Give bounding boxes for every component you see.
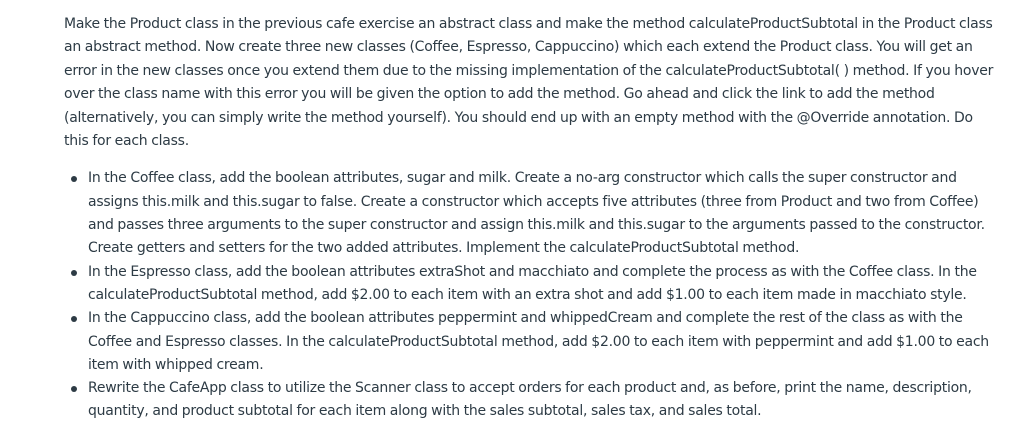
task-item-espresso bbox=[88, 261, 1000, 308]
bullet-icon bbox=[71, 176, 77, 182]
task-item-coffee bbox=[88, 167, 1000, 260]
bullet-icon bbox=[71, 270, 77, 276]
intro-paragraph: Make the Product class in the previous cafe exercise an abstract class and make the method calculateProductSubtotal in the Product class an abstract method. Now create three new classes (Coffee, Espresso, Cappuccino) which each extend the Product class. You will get an error in the new classes once you extend them due to the missing implementation of the calculateProductSubtotal( ) method. If you hover over the class name with this error you will be given the option to add the method. Go ahead and click the link to add the method (alternatively, you can simply write the method yourself). You should end up with an empty method with the @Override annotation. Do this for each class. bbox=[64, 16, 994, 150]
bullet-icon bbox=[71, 386, 77, 392]
task-list bbox=[64, 167, 1000, 423]
task-item-cappuccino bbox=[88, 307, 1000, 377]
task-item-cafeapp bbox=[88, 377, 1000, 424]
task-text: In the Cappuccino class, add the boolean attributes peppermint and whippedCream and complete the rest of the class as with the Coffee and Espresso classes. In the calculateProductSubtotal method, add $2.00 to each item with peppermint and add $1.00 to each item with whipped cream. bbox=[88, 310, 989, 373]
bullet-icon bbox=[71, 316, 77, 322]
task-text: Rewrite the CafeApp class to utilize the Scanner class to accept orders for each product and, as before, print the name, description, quantity, and product subtotal for each item along with the sales subtotal, sales tax, and sales total. bbox=[88, 380, 972, 420]
task-text: In the Coffee class, add the boolean attributes, sugar and milk. Create a no-arg constructor which calls the super constructor and assigns this.milk and this.sugar to false. Create a constructor which accepts five attributes (three from Product and two from Coffee) and passes three arguments to the super constructor and assign this.milk and this.sugar to the arguments passed to the constructor. Create getters and setters for the two added attributes. Implement the calculateProductSubtotal method. bbox=[88, 170, 985, 257]
task-text: In the Espresso class, add the boolean attributes extraShot and macchiato and complete the process as with the Coffee class. In the calculateProductSubtotal method, add $2.00 to each item with an extra shot and add $1.00 to each item made in macchiato style. bbox=[88, 263, 977, 303]
